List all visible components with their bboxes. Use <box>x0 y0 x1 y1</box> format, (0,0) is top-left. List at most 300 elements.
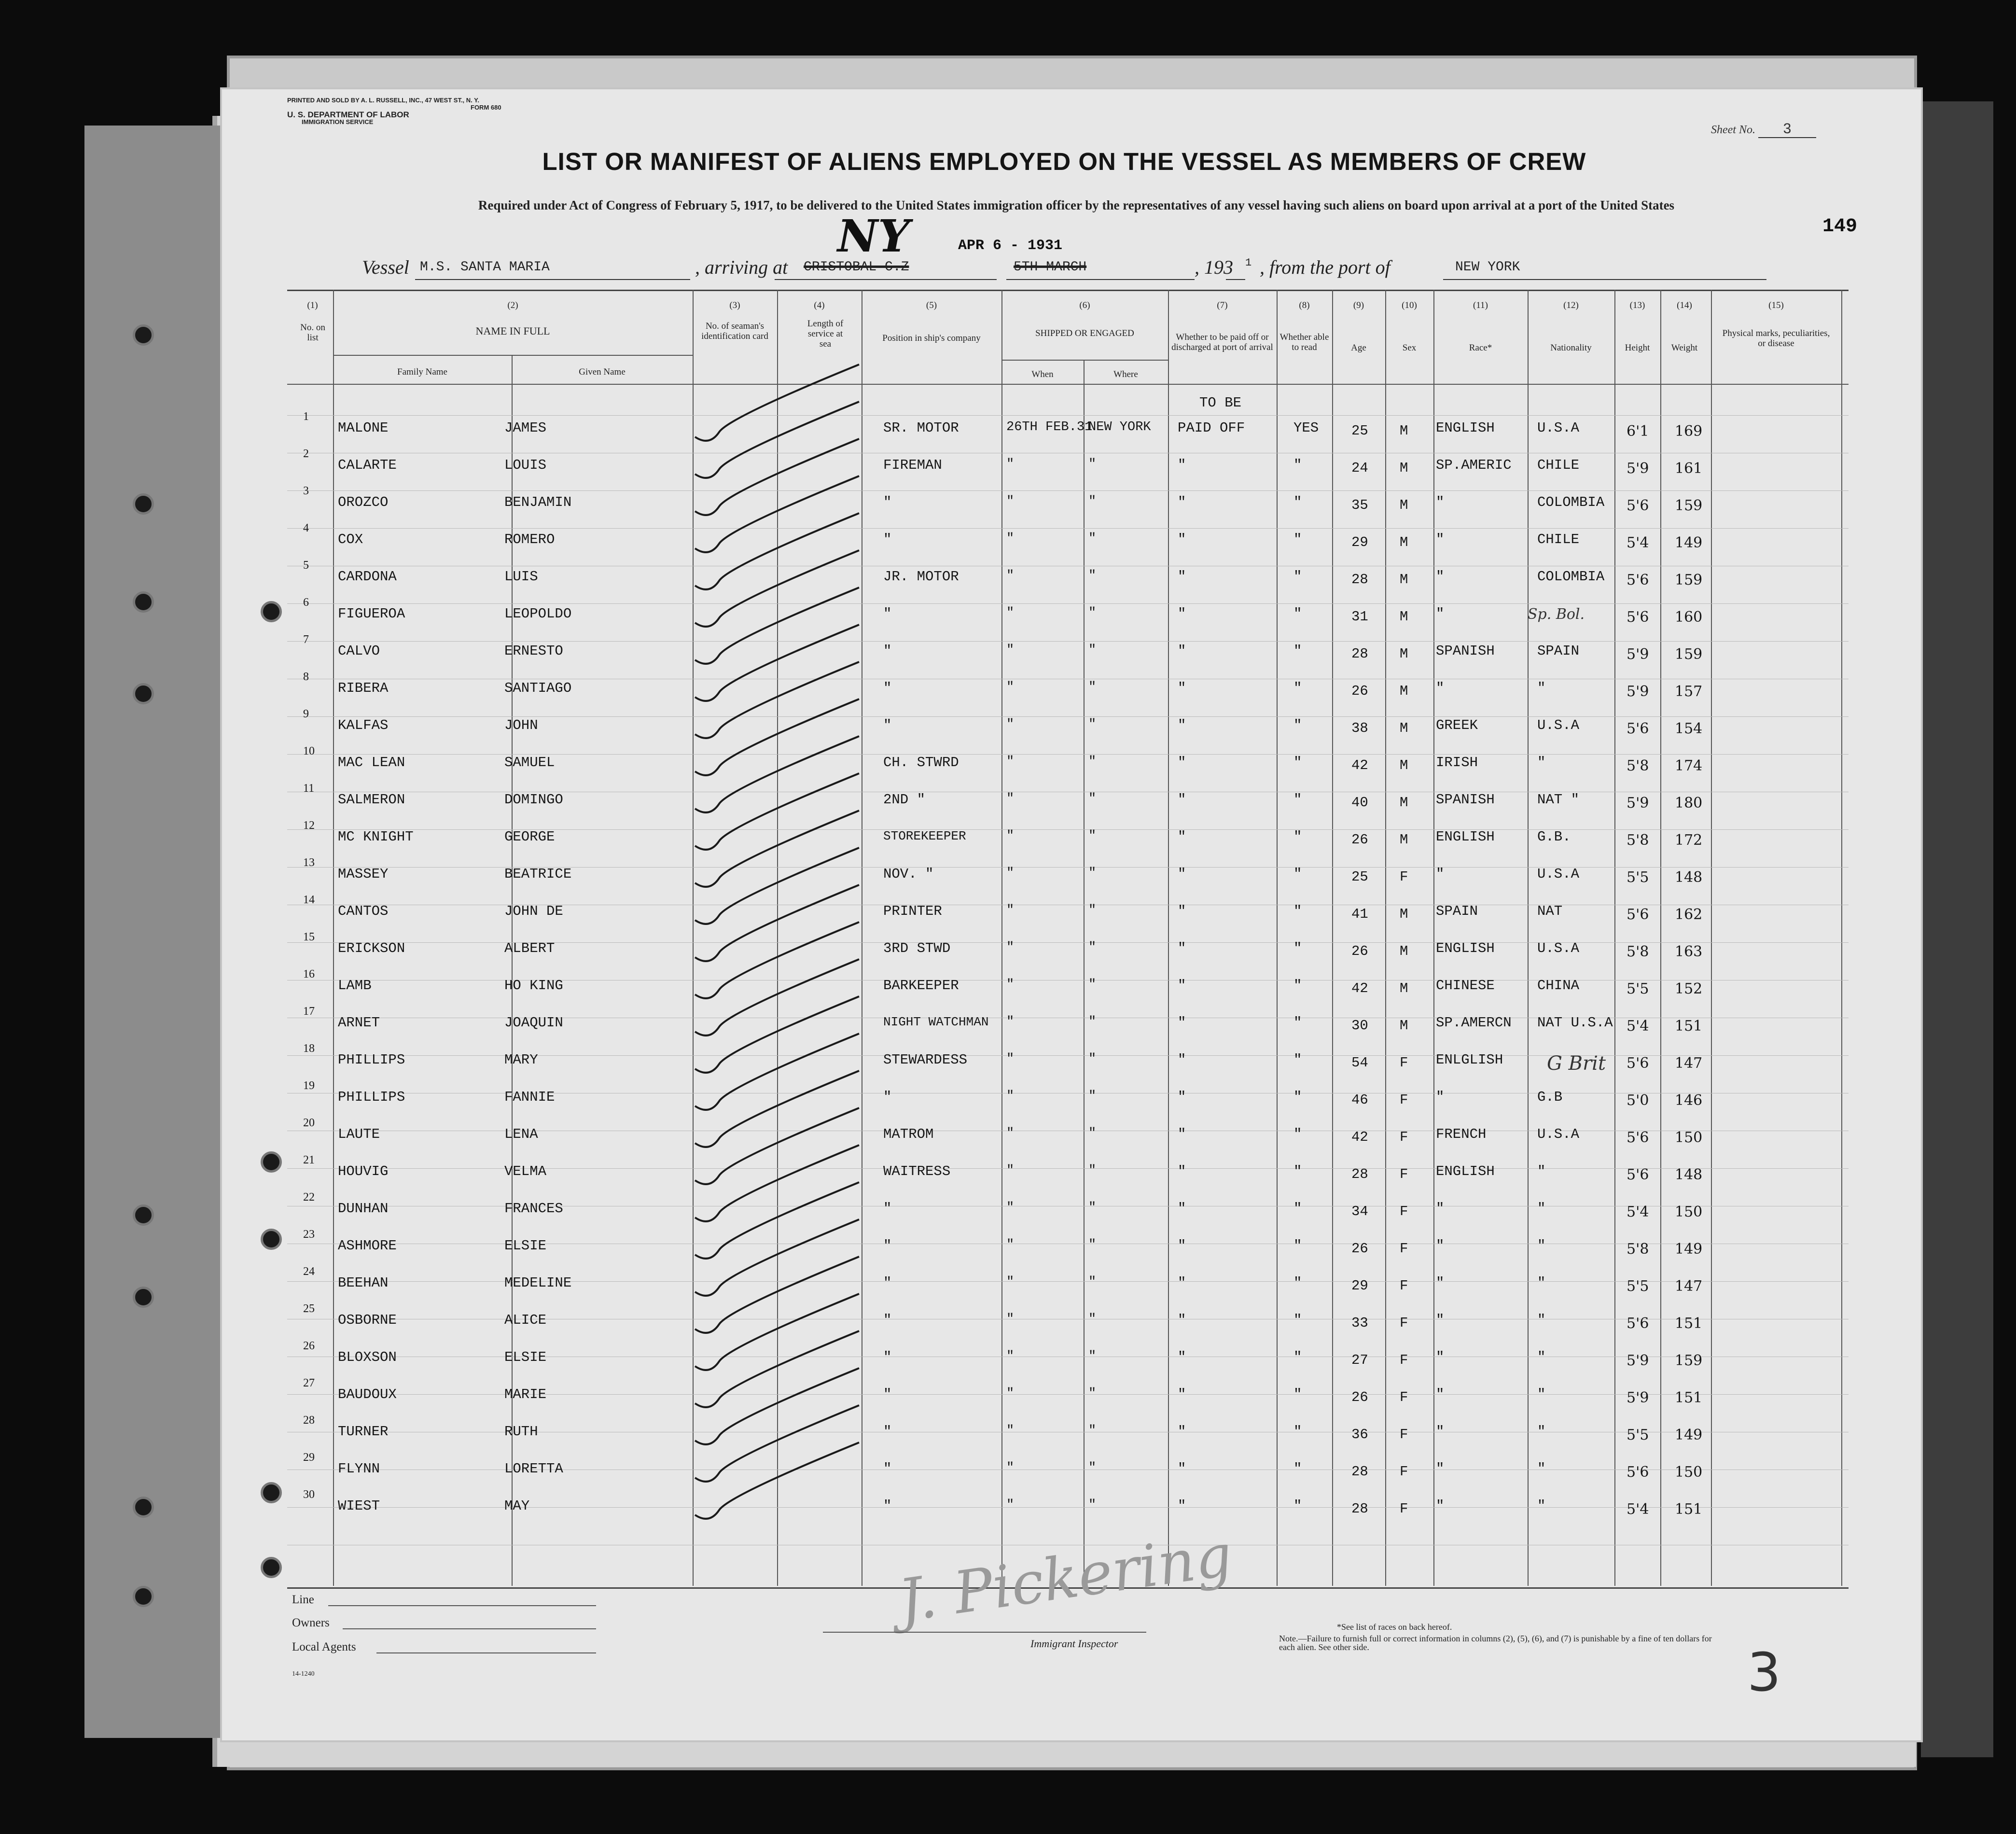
row-number: 13 <box>303 856 315 869</box>
given-name: RUTH <box>504 1424 538 1440</box>
race: " <box>1436 680 1445 696</box>
race: " <box>1436 606 1445 622</box>
paid-off: " <box>1178 569 1186 585</box>
sex: M <box>1400 497 1408 513</box>
paid-off: " <box>1178 1126 1186 1142</box>
family-name: CARDONA <box>338 569 397 585</box>
from-port-value: NEW YORK <box>1455 260 1520 275</box>
given-name: ALICE <box>504 1312 547 1328</box>
height: 5'4 <box>1627 534 1649 551</box>
able-to-read: " <box>1293 1238 1302 1254</box>
race: " <box>1436 1089 1445 1105</box>
family-name: RIBERA <box>338 680 389 696</box>
sex: M <box>1400 572 1408 588</box>
height: 5'6 <box>1627 497 1649 514</box>
shipped-when: " <box>1006 1312 1015 1327</box>
paid-off: " <box>1178 1089 1186 1105</box>
family-name: ERICKSON <box>338 940 405 956</box>
able-to-read: " <box>1293 532 1302 547</box>
age: 31 <box>1351 609 1368 625</box>
race: SPANISH <box>1436 643 1495 659</box>
able-to-read: " <box>1293 1089 1302 1105</box>
col-header: Length of service at sea <box>807 319 844 349</box>
age: 35 <box>1351 497 1368 513</box>
paid-off: " <box>1178 829 1186 845</box>
arriving-port-handwritten: NY <box>837 210 910 262</box>
check-mark <box>695 922 859 998</box>
family-name: FIGUEROA <box>338 606 405 622</box>
given-name: LUIS <box>504 569 538 585</box>
nationality: CHINA <box>1537 978 1580 994</box>
nationality: U.S.A <box>1537 717 1580 733</box>
shipped-when: " <box>1006 494 1015 509</box>
row-number: 6 <box>303 596 309 609</box>
given-name: LOUIS <box>504 457 547 473</box>
race: SP.AMERIC <box>1436 457 1512 473</box>
line-label: Line <box>292 1593 314 1606</box>
position: 2ND " <box>883 792 926 808</box>
col-header: Age <box>1351 343 1366 353</box>
able-to-read: " <box>1293 457 1302 473</box>
given-name: MARY <box>504 1052 538 1068</box>
sex: M <box>1400 683 1408 699</box>
age: 25 <box>1351 423 1368 439</box>
shipped-where: " <box>1088 755 1097 769</box>
page-title: LIST OR MANIFEST OF ALIENS EMPLOYED ON THE VESSEL AS MEMBERS OF CREW <box>542 148 1586 175</box>
check-mark <box>695 1331 859 1407</box>
family-name: BEEHAN <box>338 1275 389 1291</box>
col-header: SHIPPED OR ENGAGED <box>1035 328 1134 338</box>
weight: 149 <box>1675 534 1703 551</box>
weight: 150 <box>1675 1204 1703 1220</box>
height: 5'9 <box>1627 460 1649 477</box>
given-name: LEOPOLDO <box>504 606 572 622</box>
nationality: " <box>1537 1424 1546 1440</box>
paid-off: " <box>1178 1201 1186 1217</box>
family-name: MAC LEAN <box>338 755 405 770</box>
check-mark <box>695 1294 859 1370</box>
shipped-where: " <box>1088 1312 1097 1327</box>
given-name: LENA <box>504 1126 538 1142</box>
shipped-when: " <box>1006 1089 1015 1104</box>
department-line: U. S. DEPARTMENT OF LABOR <box>287 110 409 119</box>
position: 3RD STWD <box>883 940 951 956</box>
shipped-when: " <box>1006 1461 1015 1475</box>
age: 28 <box>1351 1464 1368 1480</box>
check-mark <box>695 736 859 812</box>
paid-off: " <box>1178 1349 1186 1365</box>
check-mark <box>695 1108 859 1184</box>
sex: F <box>1400 1166 1408 1182</box>
age: 29 <box>1351 1278 1368 1294</box>
paid-off: " <box>1178 494 1186 510</box>
shipped-where: " <box>1088 1424 1097 1438</box>
col-number: (11) <box>1473 300 1488 310</box>
vessel-name: M.S. SANTA MARIA <box>420 260 550 275</box>
age: 27 <box>1351 1352 1368 1368</box>
given-name: BEATRICE <box>504 866 572 882</box>
check-mark <box>695 476 859 552</box>
position: JR. MOTOR <box>883 569 959 585</box>
shipped-where: NEW YORK <box>1088 420 1151 434</box>
weight: 159 <box>1675 497 1703 514</box>
col-subheader: When <box>1031 369 1054 379</box>
weight: 151 <box>1675 1018 1703 1035</box>
local-agents-field <box>376 1652 596 1653</box>
shipped-where: " <box>1088 606 1097 620</box>
check-mark <box>695 1405 859 1482</box>
family-name: FLYNN <box>338 1461 380 1477</box>
position: STEWARDESS <box>883 1052 968 1068</box>
able-to-read: " <box>1293 1163 1302 1179</box>
col-number: (12) <box>1563 300 1579 310</box>
position: " <box>883 1424 892 1440</box>
weight: 161 <box>1675 460 1703 477</box>
family-name: LAUTE <box>338 1126 380 1142</box>
shipped-where: " <box>1088 1163 1097 1178</box>
row-number: 14 <box>303 894 315 906</box>
age: 26 <box>1351 832 1368 848</box>
col-header: Weight <box>1671 343 1698 353</box>
height: 5'6 <box>1627 1055 1649 1072</box>
check-mark <box>695 439 859 515</box>
age: 28 <box>1351 1501 1368 1517</box>
row-number: 10 <box>303 745 315 757</box>
arriving-label: , arriving at <box>695 256 788 278</box>
family-name: COX <box>338 532 363 547</box>
age: 42 <box>1351 980 1368 996</box>
height: 5'9 <box>1627 1389 1649 1406</box>
race: " <box>1436 1201 1445 1217</box>
col-number: (1) <box>307 300 318 310</box>
shipped-when: " <box>1006 978 1015 992</box>
able-to-read: " <box>1293 643 1302 659</box>
col-header: NAME IN FULL <box>475 325 550 337</box>
race: SP.AMERCN <box>1436 1015 1512 1031</box>
row-number: 4 <box>303 522 309 534</box>
col-number: (2) <box>507 300 518 310</box>
paid-off: PAID OFF <box>1178 420 1245 436</box>
row-number: 25 <box>303 1302 315 1315</box>
shipped-when: " <box>1006 1015 1015 1029</box>
age: 26 <box>1351 1241 1368 1257</box>
nationality: SPAIN <box>1537 643 1580 659</box>
shipped-when: " <box>1006 606 1015 620</box>
weight: 159 <box>1675 572 1703 588</box>
race: " <box>1436 1498 1445 1514</box>
nationality: " <box>1537 680 1546 696</box>
given-name: SANTIAGO <box>504 680 572 696</box>
row-number: 15 <box>303 931 315 943</box>
weight: 174 <box>1675 757 1703 774</box>
paid-off: " <box>1178 978 1186 994</box>
inspector-signature: J. Pickering <box>894 1522 1237 1635</box>
shipped-when: " <box>1006 1201 1015 1215</box>
given-name: JOAQUIN <box>504 1015 563 1031</box>
able-to-read: " <box>1293 792 1302 808</box>
shipped-when: " <box>1006 1275 1015 1289</box>
family-name: MC KNIGHT <box>338 829 414 845</box>
position: " <box>883 643 892 659</box>
check-mark <box>695 1071 859 1147</box>
row-number: 29 <box>303 1451 315 1464</box>
family-name: CALARTE <box>338 457 397 473</box>
nationality: G.B. <box>1537 829 1571 845</box>
row-number: 21 <box>303 1154 315 1166</box>
given-name: LORETTA <box>504 1461 563 1477</box>
paid-off: " <box>1178 1163 1186 1179</box>
family-name: WIEST <box>338 1498 380 1514</box>
shipped-where: " <box>1088 978 1097 992</box>
given-name: FRANCES <box>504 1201 563 1217</box>
sex: M <box>1400 423 1408 439</box>
paid-off: " <box>1178 643 1186 659</box>
shipped-when: " <box>1006 866 1015 881</box>
race: " <box>1436 1275 1445 1291</box>
shipped-where: " <box>1088 494 1097 509</box>
position: NOV. " <box>883 866 934 882</box>
races-note: *See list of races on back hereof. <box>1337 1622 1452 1632</box>
col-number: (10) <box>1402 300 1417 310</box>
row-number: 2 <box>303 448 309 460</box>
shipped-when: " <box>1006 680 1015 695</box>
check-mark <box>695 588 859 664</box>
shipped-when: " <box>1006 829 1015 843</box>
check-mark <box>695 625 859 701</box>
sex: M <box>1400 534 1408 550</box>
sex: F <box>1400 1427 1408 1442</box>
sex: F <box>1400 1129 1408 1145</box>
age: 33 <box>1351 1315 1368 1331</box>
sex: F <box>1400 1464 1408 1480</box>
able-to-read: " <box>1293 1461 1302 1477</box>
shipped-when: " <box>1006 1238 1015 1252</box>
check-mark <box>695 848 859 924</box>
nationality: G.B <box>1537 1089 1563 1105</box>
family-name: PHILLIPS <box>338 1052 405 1068</box>
nationality: " <box>1537 1275 1546 1291</box>
height: 5'6 <box>1627 1464 1649 1481</box>
row-number: 20 <box>303 1117 315 1129</box>
given-name: HO KING <box>504 978 563 994</box>
nationality: " <box>1537 1386 1546 1402</box>
shipped-when: 26TH FEB.31 <box>1006 420 1093 434</box>
sex: M <box>1400 832 1408 848</box>
shipped-where: " <box>1088 680 1097 695</box>
able-to-read: " <box>1293 755 1302 770</box>
age: 30 <box>1351 1018 1368 1034</box>
check-mark <box>695 1182 859 1259</box>
position: " <box>883 1461 892 1477</box>
position: WAITRESS <box>883 1163 951 1179</box>
able-to-read: " <box>1293 717 1302 733</box>
nationality: " <box>1537 1312 1546 1328</box>
row-number: 19 <box>303 1079 315 1092</box>
col-header: Physical marks, peculiarities, or disease <box>1722 328 1830 349</box>
check-mark <box>695 773 859 850</box>
col-number: (6) <box>1079 300 1090 310</box>
owners-field <box>343 1628 596 1629</box>
able-to-read: " <box>1293 1275 1302 1291</box>
able-to-read: " <box>1293 494 1302 510</box>
family-name: CANTOS <box>338 903 389 919</box>
row-number: 1 <box>303 410 309 423</box>
height: 5'6 <box>1627 720 1649 737</box>
shipped-when: " <box>1006 1163 1015 1178</box>
race: ENLGLISH <box>1436 1052 1503 1068</box>
position: " <box>883 1201 892 1217</box>
check-mark <box>695 662 859 738</box>
weight: 149 <box>1675 1241 1703 1258</box>
given-name: ERNESTO <box>504 643 563 659</box>
col-header: Position in ship's company <box>882 333 981 343</box>
nationality: " <box>1537 1461 1546 1477</box>
race: SPAIN <box>1436 903 1478 919</box>
shipped-where: " <box>1088 1386 1097 1401</box>
row-number: 11 <box>303 782 315 795</box>
shipped-when: " <box>1006 532 1015 546</box>
race: " <box>1436 1386 1445 1402</box>
check-mark <box>695 1442 859 1519</box>
check-mark <box>695 1257 859 1333</box>
sex: M <box>1400 646 1408 662</box>
age: 46 <box>1351 1092 1368 1108</box>
height: 5'8 <box>1627 757 1649 774</box>
shipped-when: " <box>1006 717 1015 732</box>
weight: 172 <box>1675 832 1703 849</box>
sex: M <box>1400 980 1408 996</box>
position: " <box>883 1275 892 1291</box>
age: 26 <box>1351 1389 1368 1405</box>
weight: 149 <box>1675 1427 1703 1443</box>
paid-off: " <box>1178 1052 1186 1068</box>
sex: F <box>1400 869 1408 885</box>
family-name: OSBORNE <box>338 1312 397 1328</box>
paid-off: " <box>1178 755 1186 770</box>
sex: M <box>1400 1018 1408 1034</box>
given-name: JOHN <box>504 717 538 733</box>
weight: 159 <box>1675 646 1703 663</box>
sex: M <box>1400 460 1408 476</box>
paid-off: " <box>1178 1386 1186 1402</box>
race: FRENCH <box>1436 1126 1487 1142</box>
nationality: NAT <box>1537 903 1563 919</box>
race: " <box>1436 1238 1445 1254</box>
weight: 151 <box>1675 1501 1703 1518</box>
shipped-when: " <box>1006 792 1015 806</box>
shipped-when: " <box>1006 569 1015 583</box>
paid-off: " <box>1178 680 1186 696</box>
shipped-where: " <box>1088 717 1097 732</box>
family-name: ASHMORE <box>338 1238 397 1254</box>
nationality: " <box>1537 1238 1546 1254</box>
able-to-read: " <box>1293 903 1302 919</box>
shipped-where: " <box>1088 1349 1097 1364</box>
age: 41 <box>1351 906 1368 922</box>
sex: M <box>1400 906 1408 922</box>
position: " <box>883 532 892 547</box>
shipped-where: " <box>1088 1052 1097 1066</box>
height: 5'5 <box>1627 1278 1649 1295</box>
family-name: MALONE <box>338 420 389 436</box>
age: 38 <box>1351 720 1368 736</box>
shipped-where: " <box>1088 1201 1097 1215</box>
shipped-where: " <box>1088 792 1097 806</box>
weight: 157 <box>1675 683 1703 700</box>
check-mark <box>695 959 859 1036</box>
sex: M <box>1400 609 1408 625</box>
position: NIGHT WATCHMAN <box>883 1015 989 1029</box>
position: BARKEEPER <box>883 978 959 994</box>
age: 28 <box>1351 572 1368 588</box>
position: " <box>883 680 892 696</box>
able-to-read: YES <box>1293 420 1319 436</box>
weight: 147 <box>1675 1055 1703 1072</box>
age: 28 <box>1351 646 1368 662</box>
shipped-when: " <box>1006 940 1015 955</box>
col-header: Whether able to read <box>1279 332 1329 352</box>
weight: 160 <box>1675 609 1703 626</box>
age: 34 <box>1351 1204 1368 1219</box>
check-mark <box>695 513 859 589</box>
height: 5'5 <box>1627 1427 1649 1443</box>
nationality: COLOMBIA <box>1537 569 1605 585</box>
height: 5'9 <box>1627 795 1649 812</box>
paid-off: " <box>1178 792 1186 808</box>
race: " <box>1436 569 1445 585</box>
position: FIREMAN <box>883 457 942 473</box>
form-code: 14-1240 <box>292 1670 315 1678</box>
weight: 148 <box>1675 1166 1703 1183</box>
family-name: HOUVIG <box>338 1163 389 1179</box>
able-to-read: " <box>1293 866 1302 882</box>
paid-off: " <box>1178 532 1186 547</box>
row-number: 9 <box>303 708 309 720</box>
race: ENGLISH <box>1436 829 1495 845</box>
check-mark <box>695 885 859 961</box>
paid-off: " <box>1178 1015 1186 1031</box>
check-mark <box>695 699 859 775</box>
col-number: (7) <box>1217 300 1228 310</box>
given-name: FANNIE <box>504 1089 555 1105</box>
paid-off: " <box>1178 1312 1186 1328</box>
row-number: 27 <box>303 1377 315 1389</box>
col-number: (14) <box>1677 300 1692 310</box>
col-header: No. of seaman's identification card <box>701 321 768 341</box>
height: 5'4 <box>1627 1204 1649 1220</box>
race: " <box>1436 494 1445 510</box>
weight: 147 <box>1675 1278 1703 1295</box>
weight: 180 <box>1675 795 1703 812</box>
given-name: BENJAMIN <box>504 494 572 510</box>
row-number: 5 <box>303 559 309 572</box>
position: STOREKEEPER <box>883 829 966 843</box>
given-name: DOMINGO <box>504 792 563 808</box>
height: 5'6 <box>1627 906 1649 923</box>
shipped-where: " <box>1088 569 1097 583</box>
able-to-read: " <box>1293 1052 1302 1068</box>
position: " <box>883 717 892 733</box>
age: 42 <box>1351 757 1368 773</box>
race: GREEK <box>1436 717 1478 733</box>
col-header: Whether to be paid off or discharged at port of arrival <box>1171 332 1273 352</box>
col-subheader: Family Name <box>397 367 447 377</box>
given-name: MARIE <box>504 1386 547 1402</box>
paid-off: " <box>1178 866 1186 882</box>
shipped-when: " <box>1006 1052 1015 1066</box>
able-to-read: " <box>1293 829 1302 845</box>
given-name: ELSIE <box>504 1349 547 1365</box>
